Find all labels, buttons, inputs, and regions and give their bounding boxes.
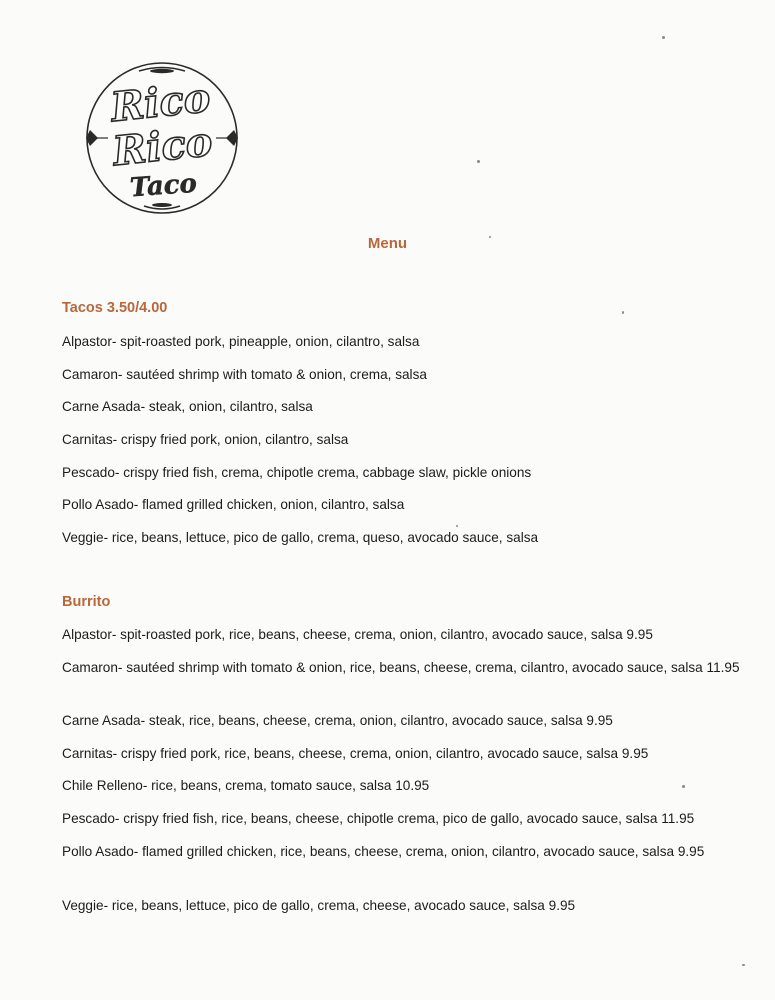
speck (742, 964, 745, 966)
burrito-heading: Burrito (62, 594, 111, 610)
taco-item-alpastor: Alpastor- spit-roasted pork, pineapple, onion, cilantro, salsa (62, 334, 420, 349)
speck (662, 36, 665, 39)
burrito-item-carnitas: Carnitas- crispy fried pork, rice, beans, cheese, crema, onion, cilantro, avocado sauce, salsa 9.95 (62, 746, 649, 761)
rico-rico-taco-logo (84, 60, 240, 216)
logo-emblem-icon (84, 60, 240, 216)
taco-item-pescado: Pescado- crispy fried fish, crema, chipotle crema, cabbage slaw, pickle onions (62, 465, 532, 480)
taco-item-pollo-asado: Pollo Asado- flamed grilled chicken, onion, cilantro, salsa (62, 497, 405, 512)
burrito-item-chile-relleno: Chile Relleno- rice, beans, crema, tomato sauce, salsa 10.95 (62, 778, 430, 793)
speck (489, 236, 491, 238)
logo-word-1: Rico (108, 74, 213, 132)
burrito-item-veggie: Veggie- rice, beans, lettuce, pico de gallo, crema, cheese, avocado sauce, salsa 9.95 (62, 898, 576, 913)
menu-title: Menu (367, 235, 408, 252)
speck (682, 785, 685, 788)
tacos-heading: Tacos 3.50/4.00 (62, 300, 168, 316)
burrito-item-pollo-asado: Pollo Asado- flamed grilled chicken, rice, beans, cheese, crema, onion, cilantro, avocado sauce, salsa 9.95 (62, 844, 705, 859)
burrito-item-alpastor: Alpastor- spit-roasted pork, rice, beans, cheese, crema, onion, cilantro, avocado sauce, salsa 9.95 (62, 627, 653, 642)
burrito-item-camaron: Camaron- sautéed shrimp with tomato & onion, rice, beans, cheese, crema, cilantro, avocado sauce, salsa 11.95 (62, 660, 740, 675)
burrito-item-pescado: Pescado- crispy fried fish, rice, beans, cheese, chipotle crema, pico de gallo, avocado sauce, salsa 11.95 (62, 811, 695, 826)
taco-item-carne-asada: Carne Asada- steak, onion, cilantro, salsa (62, 399, 313, 414)
taco-item-carnitas: Carnitas- crispy fried pork, onion, cilantro, salsa (62, 432, 349, 447)
taco-item-camaron: Camaron- sautéed shrimp with tomato & onion, crema, salsa (62, 367, 427, 382)
logo-word-3: Taco (129, 168, 198, 204)
speck (456, 525, 458, 527)
speck (622, 311, 624, 314)
taco-item-veggie: Veggie- rice, beans, lettuce, pico de gallo, crema, queso, avocado sauce, salsa (62, 530, 539, 545)
speck (477, 160, 480, 163)
logo-word-2: Rico (110, 118, 215, 176)
burrito-item-carne-asada: Carne Asada- steak, rice, beans, cheese, crema, onion, cilantro, avocado sauce, salsa 9.95 (62, 713, 613, 728)
